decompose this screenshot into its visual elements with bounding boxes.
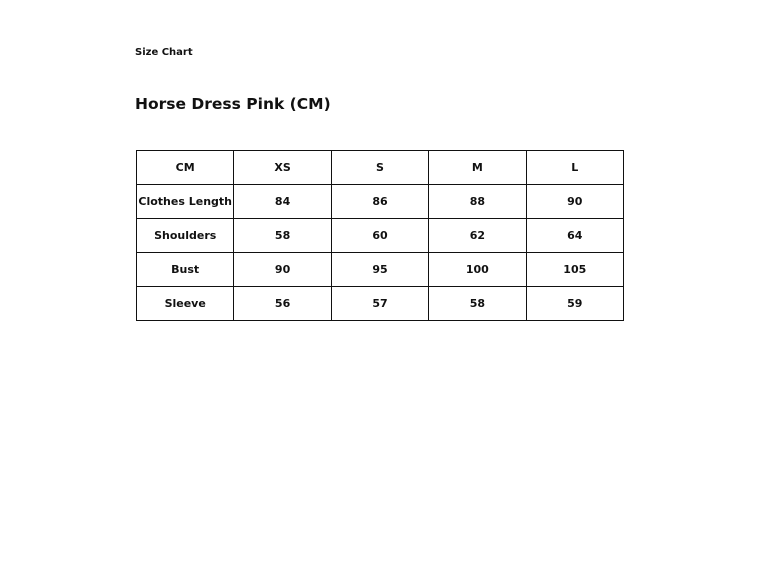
- size-chart-label: Size Chart: [135, 47, 193, 58]
- table-cell: 95: [331, 253, 428, 287]
- header-cell-xs: XS: [234, 151, 331, 185]
- table-cell: 90: [234, 253, 331, 287]
- header-cell-l: L: [526, 151, 623, 185]
- table-header-row: [137, 151, 624, 185]
- row-label-sleeve: Sleeve: [137, 287, 234, 321]
- table-cell: 58: [429, 287, 526, 321]
- table-cell: 59: [526, 287, 623, 321]
- table-cell: 62: [429, 219, 526, 253]
- table-cell: 84: [234, 185, 331, 219]
- header-cell-unit: CM: [137, 151, 234, 185]
- table-cell: 58: [234, 219, 331, 253]
- table-cell: 88: [429, 185, 526, 219]
- row-label-shoulders: Shoulders: [137, 219, 234, 253]
- table-cell: 105: [526, 253, 623, 287]
- table-cell: 56: [234, 287, 331, 321]
- table-cell: 86: [331, 185, 428, 219]
- header-cell-s: S: [331, 151, 428, 185]
- table-row: [137, 185, 624, 219]
- size-table: [136, 150, 624, 321]
- table-cell: 90: [526, 185, 623, 219]
- row-label-clothes-length: Clothes Length: [137, 185, 234, 219]
- page-title: Horse Dress Pink (CM): [135, 95, 331, 113]
- table-cell: 64: [526, 219, 623, 253]
- table-row: [137, 219, 624, 253]
- table-row: [137, 287, 624, 321]
- table-row: [137, 253, 624, 287]
- header-cell-m: M: [429, 151, 526, 185]
- table-cell: 57: [331, 287, 428, 321]
- table-cell: 60: [331, 219, 428, 253]
- row-label-bust: Bust: [137, 253, 234, 287]
- table-cell: 100: [429, 253, 526, 287]
